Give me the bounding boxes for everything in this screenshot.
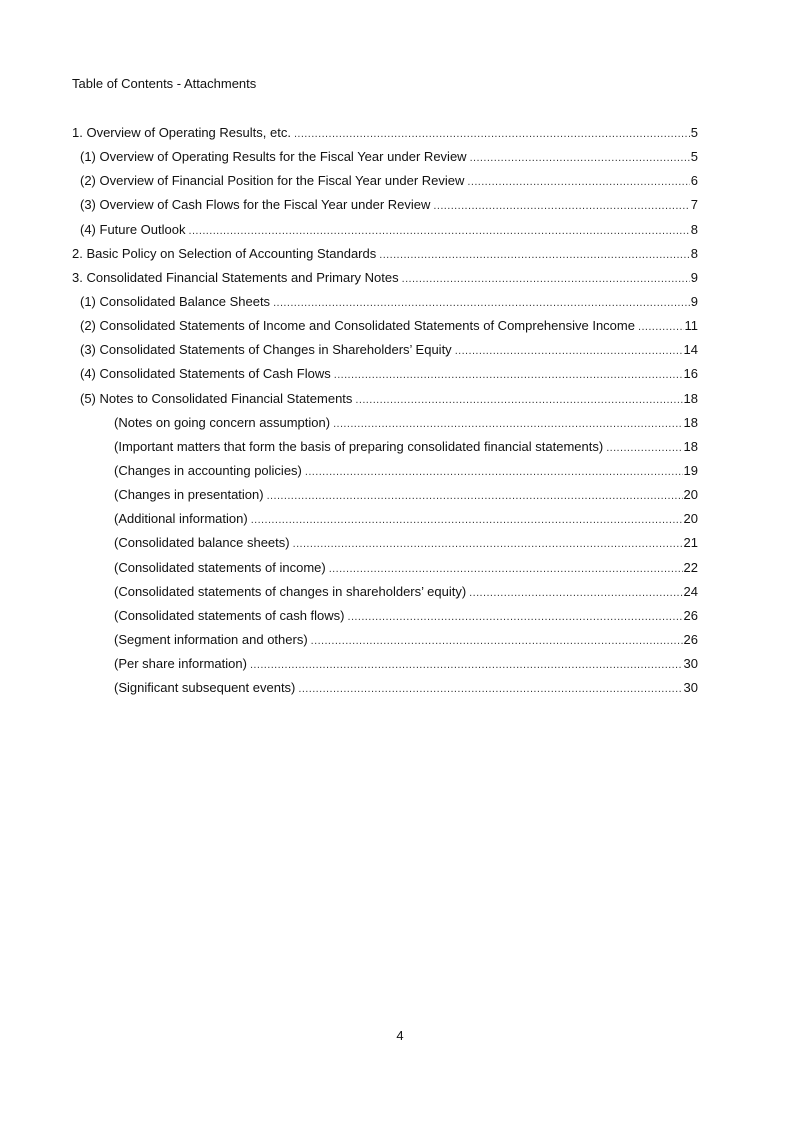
- toc-dot-leader: [355, 392, 682, 408]
- toc-entry-page: 22: [683, 559, 698, 575]
- toc-entry-label: (Changes in accounting policies): [114, 462, 302, 478]
- toc-entry-page: 9: [690, 293, 698, 309]
- toc-dot-leader: [329, 561, 683, 577]
- toc-entry-page: 18: [683, 438, 698, 454]
- toc-entry-label: (Consolidated statements of income): [114, 559, 326, 575]
- toc-dot-leader: [606, 440, 682, 456]
- toc-entry[interactable]: [72, 680, 698, 704]
- toc-entry[interactable]: [72, 511, 698, 535]
- toc-dot-leader: [638, 319, 684, 335]
- toc-entry-page: 20: [683, 487, 698, 503]
- toc-entry[interactable]: [72, 608, 698, 632]
- toc-dot-leader: [348, 609, 683, 625]
- toc-entry[interactable]: [72, 342, 698, 366]
- toc-entry[interactable]: [72, 270, 698, 294]
- toc-entry[interactable]: [72, 125, 698, 149]
- toc-entry-label: (1) Overview of Operating Results for the Fiscal Year under Review: [80, 149, 467, 165]
- toc-entry-label: (3) Overview of Cash Flows for the Fiscal Year under Review: [80, 197, 431, 213]
- toc-entry-label: 3. Consolidated Financial Statements and Primary Notes: [72, 269, 399, 285]
- toc-entry[interactable]: [72, 246, 698, 270]
- toc-dot-leader: [467, 174, 689, 190]
- toc-entry-page: 9: [690, 269, 698, 285]
- toc-entry[interactable]: [72, 415, 698, 439]
- page-number: 4: [396, 1028, 404, 1043]
- toc-entry-page: 5: [690, 149, 698, 165]
- toc-dot-leader: [333, 416, 682, 432]
- toc-entry-page: 5: [690, 125, 698, 140]
- toc-entry-label: (Notes on going concern assumption): [114, 414, 331, 430]
- toc-dot-leader: [250, 657, 683, 673]
- toc-entry-label: (Changes in presentation): [114, 487, 264, 503]
- toc-entry-page: 20: [683, 511, 698, 527]
- toc-entry-page: 30: [683, 656, 698, 672]
- toc-dot-leader: [470, 150, 690, 166]
- toc-entry-label: (2) Overview of Financial Position for the Fiscal Year under Review: [80, 173, 465, 189]
- toc-entry-label: (Significant subsequent events): [114, 680, 296, 696]
- page-title: Table of Contents - Attachments: [72, 76, 257, 91]
- toc-entry-page: 8: [690, 245, 698, 261]
- toc-entry[interactable]: [72, 149, 698, 173]
- toc-entry[interactable]: [72, 222, 698, 246]
- toc-dot-leader: [469, 585, 682, 601]
- toc-entry-label: (Segment information and others): [114, 631, 308, 647]
- toc-entry-label: 2. Basic Policy on Selection of Accounting Standards: [72, 245, 377, 261]
- toc-entry-page: 14: [683, 342, 698, 358]
- toc-dot-leader: [294, 126, 690, 142]
- toc-entry[interactable]: [72, 294, 698, 318]
- toc-dot-leader: [455, 343, 683, 359]
- toc-entry-page: 18: [683, 414, 698, 430]
- toc-entry-label: (Consolidated balance sheets): [114, 535, 290, 551]
- toc-entry-label: (Additional information): [114, 511, 248, 527]
- toc-entry-label: (Important matters that form the basis of preparing consolidated financial statements): [114, 438, 604, 454]
- toc-entry[interactable]: [72, 560, 698, 584]
- toc-dot-leader: [189, 223, 690, 239]
- table-of-contents: [72, 125, 698, 704]
- toc-dot-leader: [273, 295, 690, 311]
- toc-dot-leader: [305, 464, 683, 480]
- toc-entry[interactable]: [72, 439, 698, 463]
- toc-entry-label: (5) Notes to Consolidated Financial Statements: [80, 390, 353, 406]
- toc-entry-page: 21: [683, 535, 698, 551]
- toc-entry-label: (Consolidated statements of changes in shareholders’ equity): [114, 583, 467, 599]
- toc-entry-label: (3) Consolidated Statements of Changes in Shareholders’ Equity: [80, 342, 452, 358]
- toc-dot-leader: [251, 512, 683, 528]
- toc-entry[interactable]: [72, 535, 698, 559]
- toc-dot-leader: [379, 247, 690, 263]
- toc-dot-leader: [402, 271, 690, 287]
- toc-entry[interactable]: [72, 391, 698, 415]
- toc-entry-page: 8: [690, 221, 698, 237]
- toc-entry-page: 30: [683, 680, 698, 696]
- toc-entry[interactable]: [72, 487, 698, 511]
- toc-entry-page: 26: [683, 631, 698, 647]
- toc-entry[interactable]: [72, 318, 698, 342]
- toc-entry-label: (4) Consolidated Statements of Cash Flows: [80, 366, 331, 382]
- toc-entry-page: 16: [683, 366, 698, 382]
- toc-entry[interactable]: [72, 463, 698, 487]
- toc-entry-page: 6: [690, 173, 698, 189]
- toc-entry-label: (2) Consolidated Statements of Income and Consolidated Statements of Comprehensive Income: [80, 318, 635, 334]
- toc-entry-page: 19: [683, 462, 698, 478]
- toc-entry[interactable]: [72, 656, 698, 680]
- toc-entry-page: 18: [683, 390, 698, 406]
- toc-dot-leader: [311, 633, 683, 649]
- toc-dot-leader: [433, 198, 689, 214]
- toc-dot-leader: [298, 681, 682, 697]
- toc-entry-label: 1. Overview of Operating Results, etc.: [72, 125, 291, 140]
- toc-entry-label: (Consolidated statements of cash flows): [114, 607, 345, 623]
- toc-dot-leader: [334, 367, 683, 383]
- toc-entry[interactable]: [72, 197, 698, 221]
- toc-entry-label: (4) Future Outlook: [80, 221, 186, 237]
- toc-entry[interactable]: [72, 366, 698, 390]
- toc-entry-label: (1) Consolidated Balance Sheets: [80, 293, 271, 309]
- toc-entry-page: 11: [684, 318, 698, 334]
- toc-entry[interactable]: [72, 173, 698, 197]
- toc-dot-leader: [293, 536, 683, 552]
- toc-entry-label: (Per share information): [114, 656, 247, 672]
- toc-entry[interactable]: [72, 632, 698, 656]
- toc-entry-page: 7: [690, 197, 698, 213]
- toc-entry[interactable]: [72, 584, 698, 608]
- toc-entry-page: 24: [683, 583, 698, 599]
- toc-dot-leader: [267, 488, 683, 504]
- toc-entry-page: 26: [683, 607, 698, 623]
